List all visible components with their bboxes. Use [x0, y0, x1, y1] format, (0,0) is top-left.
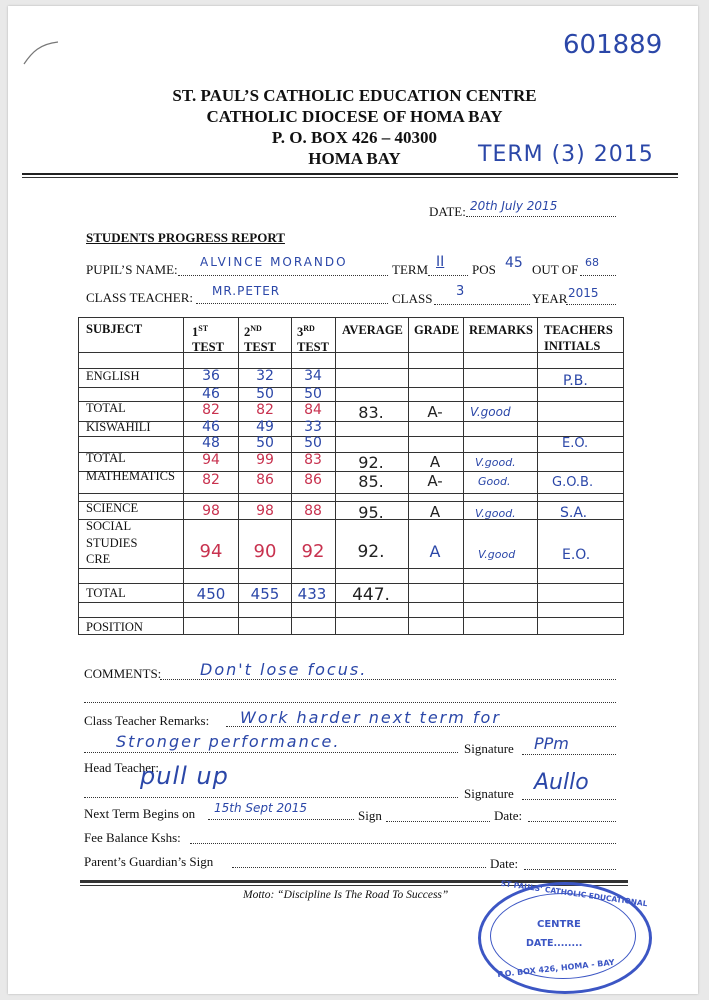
fee-balance-label: Fee Balance Kshs: [84, 830, 181, 845]
mathematics-initials: G.O.B. [552, 475, 594, 490]
table-col-line [537, 317, 538, 635]
header-test1 [192, 321, 224, 355]
english-test1-mark: 36 [202, 368, 220, 384]
table-row-line [78, 387, 624, 388]
science-initials: S.A. [560, 505, 588, 521]
header-test3 [297, 321, 329, 355]
science-remark: V.good. [475, 507, 516, 520]
pupil-name-line [178, 275, 388, 276]
header-test2-word: TEST [244, 340, 276, 355]
kiswahili-test2-outof: 50 [256, 435, 274, 451]
subject-english-total: TOTAL [86, 401, 126, 415]
english-test2-mark: 32 [256, 368, 274, 384]
kiswahili-test3-total: 83 [304, 452, 322, 468]
cre-average: 92. [357, 542, 385, 562]
term-line [428, 275, 468, 276]
english-test2-total: 82 [256, 402, 274, 418]
signature-line-1 [522, 754, 616, 755]
header-test1-word: TEST [192, 340, 224, 355]
table-row-line [78, 436, 624, 437]
comments-value: Don't lose focus. [200, 660, 368, 679]
class-teacher-remarks-label: Class Teacher Remarks: [84, 713, 210, 728]
cre-initials: E.O. [562, 547, 591, 563]
table-col-line [408, 317, 409, 635]
science-test1-total: 98 [202, 503, 220, 519]
cre-test1-total: 94 [199, 541, 223, 562]
date-label-2: Date: [494, 808, 523, 823]
next-term-label: Next Term Begins on [84, 806, 196, 821]
outof-value: 68 [585, 256, 599, 269]
english-average: 83. [358, 403, 384, 422]
subject-social: SOCIAL [86, 519, 132, 533]
kiswahili-test3-outof: 50 [304, 435, 322, 451]
kiswahili-initials: E.O. [562, 436, 589, 451]
town-name: HOMA BAY [308, 149, 401, 168]
comments-line [160, 679, 616, 680]
grand-total-test1: 450 [196, 585, 226, 603]
header-teachers: TEACHERS [544, 323, 613, 337]
subject-studies: STUDIES [86, 536, 138, 550]
term-label: TERM [392, 262, 429, 277]
year-label: YEAR [532, 291, 568, 306]
next-term-value: 15th Sept 2015 [214, 801, 308, 815]
science-test2-total: 98 [256, 503, 274, 519]
signature-1: PPm [534, 734, 569, 753]
cre-grade: A [429, 542, 441, 561]
outof-line [580, 275, 616, 276]
header-test3-num: 3 [297, 325, 304, 340]
class-teacher-remarks-line1: Work harder next term for [240, 708, 501, 727]
header-grade: GRADE [414, 323, 460, 337]
pos-label: POS [472, 262, 496, 277]
sign-line [386, 821, 490, 822]
cre-test3-total: 92 [301, 541, 325, 562]
kiswahili-test2-total: 99 [256, 452, 274, 468]
fee-balance-line [190, 843, 616, 844]
signature-line-2 [522, 799, 616, 800]
mathematics-test3-total: 86 [304, 472, 322, 488]
po-box: P. O. BOX 426 – 40300 [271, 128, 438, 147]
comments-line-2 [84, 702, 616, 703]
year-line [566, 304, 616, 305]
header-test2-num: 2 [244, 325, 251, 340]
stamp-text-bottom: P.O. BOX 426, HOMA - BAY [496, 957, 615, 980]
mathematics-test1-total: 82 [202, 472, 220, 488]
class-teacher-label: CLASS TEACHER: [86, 290, 194, 305]
next-term-line [208, 819, 354, 820]
english-test3-total: 84 [304, 402, 322, 418]
english-test2-outof: 50 [256, 386, 274, 402]
grand-total-test3: 433 [297, 585, 327, 603]
guardian-sign-line [232, 867, 486, 868]
class-teacher-remarks-line2: Stronger performance. [116, 732, 341, 751]
class-value: 3 [456, 284, 465, 299]
header-test3-sup: RD [303, 324, 315, 333]
date-label-3: Date: [490, 856, 519, 871]
report-title: STUDENTS PROGRESS REPORT [86, 230, 285, 245]
signature-label-1: Signature [464, 741, 514, 756]
grand-total-test2: 455 [250, 585, 280, 603]
subject-kiswahili-total: TOTAL [86, 451, 126, 465]
mathematics-remark: Good. [478, 475, 511, 488]
header-initials: INITIALS [544, 339, 601, 353]
header-average: AVERAGE [342, 323, 403, 337]
kiswahili-test1-total: 94 [202, 452, 220, 468]
kiswahili-test2-mark: 49 [256, 419, 274, 435]
year-value: 2015 [568, 286, 599, 300]
table-row-line [78, 617, 624, 618]
header-remarks: REMARKS [469, 323, 533, 337]
cre-test2-total: 90 [253, 541, 277, 562]
date-line [466, 216, 616, 217]
mathematics-test2-total: 86 [256, 472, 274, 488]
class-label: CLASS [392, 291, 433, 306]
header-subject: SUBJECT [86, 322, 143, 336]
class-line [434, 304, 530, 305]
motto: Motto: “Discipline Is The Road To Success” [243, 889, 449, 901]
date-value: 20th July 2015 [470, 199, 558, 213]
school-name: ST. PAUL’S CATHOLIC EDUCATION CENTRE [172, 86, 537, 105]
header-test1-num: 1 [192, 325, 199, 340]
date-label: DATE: [429, 204, 466, 219]
head-teacher-value: pull up [140, 762, 229, 790]
diocese-name: CATHOLIC DIOCESE OF HOMA BAY [206, 107, 503, 126]
term-note: TERM (3) 2015 [478, 142, 654, 167]
english-test3-mark: 34 [304, 368, 322, 384]
staple-mark [18, 34, 68, 74]
term-value: II [436, 254, 445, 270]
table-row-line [78, 568, 624, 569]
date-line-2 [528, 821, 616, 822]
kiswahili-remark: V.good. [475, 456, 516, 469]
mathematics-average: 85. [358, 472, 384, 491]
stamp-date: DATE........ [526, 938, 583, 949]
subject-kiswahili: KISWAHILI [86, 420, 151, 434]
outof-label: OUT OF [532, 262, 579, 277]
kiswahili-grade: A [429, 453, 441, 471]
table-row-line [78, 583, 624, 584]
table-col-line [463, 317, 464, 635]
stamp-text-top: ST PAULS' CATHOLIC EDUCATIONAL [500, 878, 649, 909]
english-test3-outof: 50 [304, 386, 322, 402]
header-test1-sup: ST [198, 324, 209, 333]
english-grade: A- [427, 403, 443, 421]
science-average: 95. [358, 503, 384, 522]
mathematics-grade: A- [427, 472, 443, 490]
subject-science: SCIENCE [86, 501, 139, 515]
science-test3-total: 88 [304, 503, 322, 519]
kiswahili-average: 92. [358, 453, 384, 472]
header-test2 [244, 321, 276, 355]
science-grade: A [429, 503, 441, 521]
header-rule-thin [22, 177, 678, 178]
table-row-line [78, 401, 624, 402]
table-row-line [78, 368, 624, 369]
table-row-line [78, 501, 624, 502]
english-initials: P.B. [563, 373, 588, 389]
grand-total-average: 447. [352, 585, 390, 605]
stamp-centre: CENTRE [537, 919, 581, 930]
header-rule [22, 173, 678, 175]
head-teacher-label: Head Teacher: [84, 760, 159, 775]
subject-cre: CRE [86, 552, 111, 566]
subject-grand-total: TOTAL [86, 586, 126, 600]
table-row-line [78, 352, 624, 353]
english-test1-outof: 46 [202, 386, 220, 402]
kiswahili-test1-outof: 48 [202, 435, 220, 451]
comments-label: COMMENTS: [84, 666, 162, 681]
signature-label-2: Signature [464, 786, 514, 801]
subject-mathematics: MATHEMATICS [86, 469, 175, 483]
header-test3-word: TEST [297, 340, 329, 355]
head-teacher-line [84, 797, 458, 798]
pupil-name-value: ALVINCE MORANDO [200, 255, 348, 269]
remarks-line-2 [84, 752, 458, 753]
cre-remark: V.good [478, 548, 516, 561]
header-test2-sup: ND [250, 324, 262, 333]
date-line-3 [524, 869, 616, 870]
class-teacher-value: MR.PETER [212, 284, 281, 298]
subject-position: POSITION [86, 620, 143, 634]
signature-2: Aullo [534, 770, 589, 795]
class-teacher-line [196, 303, 388, 304]
guardian-sign-label: Parent’s Guardian’s Sign [84, 854, 214, 869]
pupil-name-label: PUPIL’S NAME: [86, 262, 178, 277]
document-number: 601889 [563, 30, 663, 60]
english-test1-total: 82 [202, 402, 220, 418]
kiswahili-test1-mark: 46 [202, 419, 220, 435]
subject-english: ENGLISH [86, 369, 140, 383]
kiswahili-test3-mark: 33 [304, 419, 322, 435]
english-remark: V.good [470, 405, 511, 419]
pos-value: 45 [505, 255, 523, 271]
sign-label: Sign [358, 808, 382, 823]
table-row-line [78, 493, 624, 494]
